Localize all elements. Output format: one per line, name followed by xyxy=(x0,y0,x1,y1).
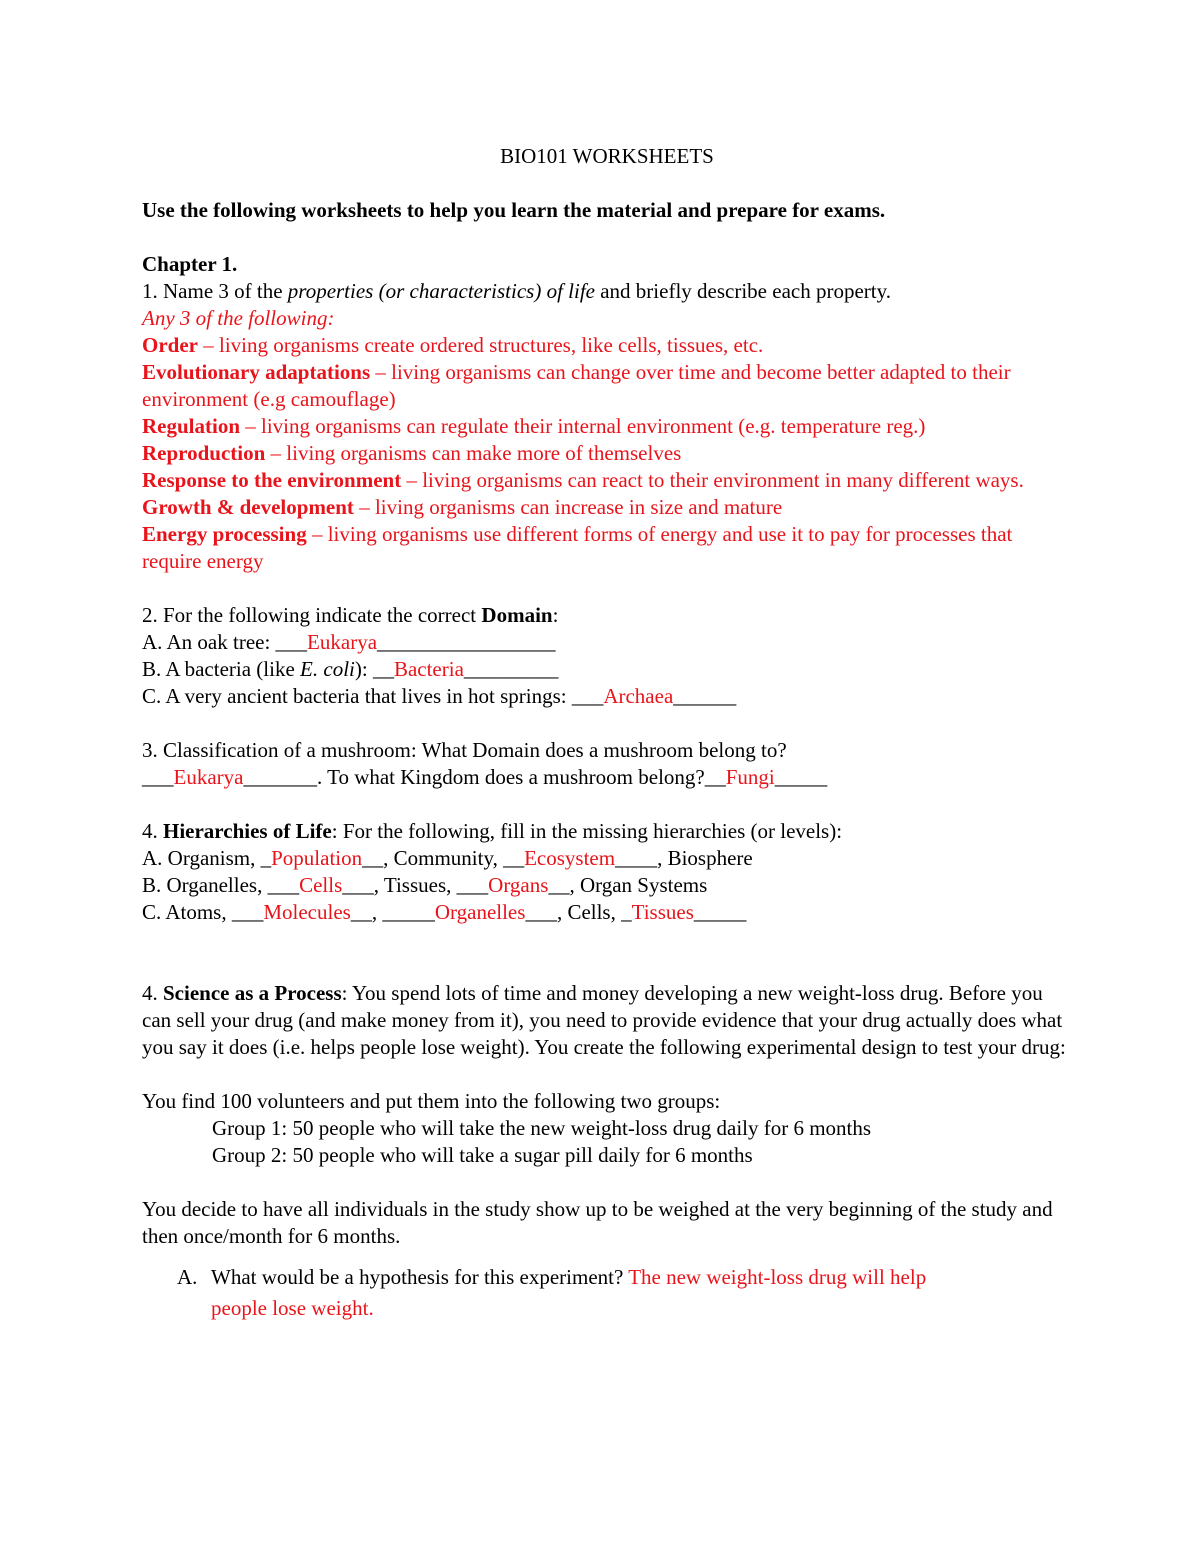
property-regulation: Regulation – living organisms can regulate their internal environment (e.g. temperature reg.) xyxy=(142,414,926,438)
question-2b: B. A bacteria (like E. coli): __Bacteria_________ xyxy=(142,657,559,681)
group-2: Group 2: 50 people who will take a sugar pill daily for 6 months xyxy=(212,1143,753,1167)
question-3-answers: ___Eukarya_______. To what Kingdom does a mushroom belong?__Fungi_____ xyxy=(142,765,828,789)
question-2a: A. An oak tree: ___Eukarya_________________ xyxy=(142,630,556,654)
worksheet-page xyxy=(142,143,1072,1324)
property-reproduction: Reproduction – living organisms can make more of themselves xyxy=(142,441,682,465)
intro-text: Use the following worksheets to help you learn the material and prepare for exams. xyxy=(142,198,886,222)
question-4-hierarchies: 4. Hierarchies of Life: For the following, fill in the missing hierarchies (or levels): xyxy=(142,819,843,843)
question-4c: C. Atoms, ___Molecules__, _____Organelles___, Cells, _Tissues_____ xyxy=(142,900,747,924)
volunteers-text: You find 100 volunteers and put them into the following two groups: xyxy=(142,1089,721,1113)
property-energy-processing: Energy processing – living organisms use different forms of energy and use it to pay for processes that require energy xyxy=(142,522,1013,573)
page-title: BIO101 WORKSHEETS xyxy=(500,144,714,168)
question-2: 2. For the following indicate the correct Domain: xyxy=(142,603,559,627)
property-response: Response to the environment – living organisms can react to their environment in many different ways. xyxy=(142,468,1024,492)
question-2c: C. A very ancient bacteria that lives in hot springs: ___Archaea______ xyxy=(142,684,737,708)
hypothesis-question: A. What would be a hypothesis for this experiment? The new weight-loss drug will help people lose weight. xyxy=(177,1265,927,1320)
property-evolutionary-adaptations: Evolutionary adaptations – living organisms can change over time and become better adapted to their environment (e.g camouflage) xyxy=(142,360,1011,411)
question-4b: B. Organelles, ___Cells___, Tissues, ___Organs__, Organ Systems xyxy=(142,873,708,897)
question-4a: A. Organism, _Population__, Community, __Ecosystem____, Biosphere xyxy=(142,846,753,870)
chapter-heading: Chapter 1. xyxy=(142,252,238,276)
question-science-process: 4. Science as a Process: You spend lots of time and money developing a new weight-loss drug. Before you can sell your drug (and make money from it), you need to provide evidence that your drug actually does what you say it does (i.e. helps people lose weight). You create the following experimental design to test your drug: xyxy=(142,981,1066,1059)
answer-intro: Any 3 of the following: xyxy=(142,306,335,330)
property-growth: Growth & development – living organisms can increase in size and mature xyxy=(142,495,783,519)
weigh-text: You decide to have all individuals in the study show up to be weighed at the very beginning of the study and then once/month for 6 months. xyxy=(142,1197,1053,1248)
property-order: Order – living organisms create ordered structures, like cells, tissues, etc. xyxy=(142,333,764,357)
group-1: Group 1: 50 people who will take the new weight-loss drug daily for 6 months xyxy=(212,1116,872,1140)
question-3: 3. Classification of a mushroom: What Domain does a mushroom belong to? xyxy=(142,738,787,762)
question-1: 1. Name 3 of the properties (or characteristics) of life and briefly describe each property. xyxy=(142,279,891,303)
